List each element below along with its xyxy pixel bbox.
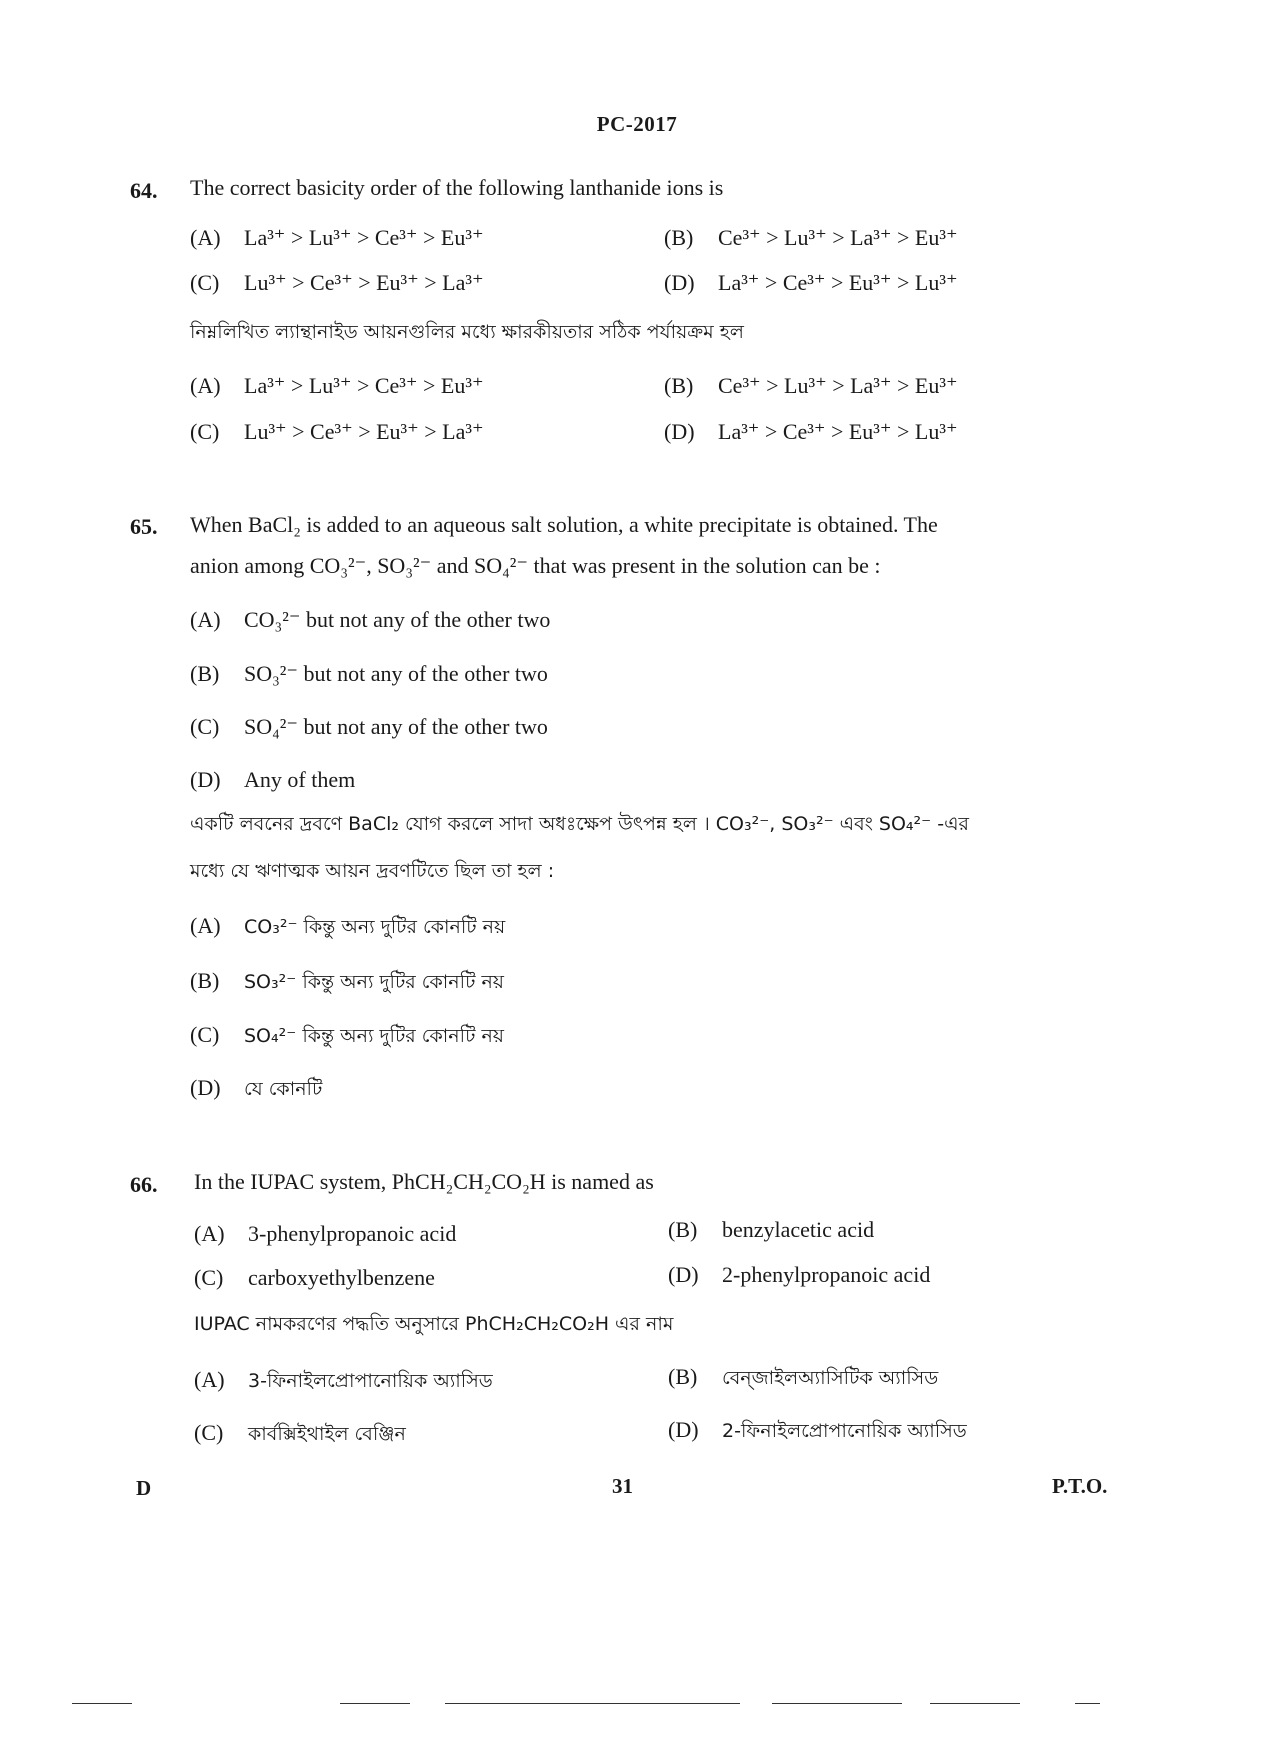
option-text: 3-ফিনাইলপ্রোপানোয়িক অ্যাসিড [248,1370,493,1392]
option-text: La³⁺ > Ce³⁺ > Eu³⁺ > Lu³⁺ [718,270,958,295]
question-65-stem-en-line2: anion among CO₃²⁻, SO₃²⁻ and SO₄²⁻ that was present in the solution can be : [190,553,881,578]
option-label: (D) [664,270,695,295]
option-label: (C) [190,270,220,295]
q66-en-option-b [668,1217,874,1243]
q66-en-option-a [194,1221,456,1247]
question-65-number: 65. [130,514,158,539]
option-label: (A) [190,225,221,250]
q66-bn-option-a [194,1367,493,1399]
option-text: SO₄²⁻ কিন্তু অন্য দুটির কোনটি নয় [244,1025,504,1047]
q65-en-option-a [190,607,550,633]
option-label: (A) [190,913,221,938]
option-text: 3-phenylpropanoic acid [248,1221,457,1246]
question-66-stem-bn [194,1310,673,1342]
option-text: 2-phenylpropanoic acid [722,1262,931,1287]
q65-bn-option-d [190,1075,322,1107]
q64-en-option-d [664,270,958,296]
q64-bn-option-c [190,419,484,445]
question-65-stem-bn-line2: মধ্যে যে ঋণাত্মক আয়ন দ্রবণটিতে ছিল তা হল : [190,860,555,882]
question-65-stem-bn-line1: একটি লবনের দ্রবণে BaCl₂ যোগ করলে সাদা অধঃক্ষেপ উৎপন্ন হল । CO₃²⁻, SO₃²⁻ এবং SO₄²⁻ -এর [190,813,969,835]
option-label: (C) [194,1265,224,1290]
option-label: (D) [668,1262,699,1287]
option-label: (B) [190,661,220,686]
option-label: (C) [190,1022,220,1047]
option-text: Lu³⁺ > Ce³⁺ > Eu³⁺ > La³⁺ [244,419,484,444]
question-66-stem-en: In the IUPAC system, PhCH₂CH₂CO₂H is named as [194,1169,654,1194]
question-66-number: 66. [130,1172,158,1197]
page-header: PC-2017 [596,112,678,136]
option-text: Lu³⁺ > Ce³⁺ > Eu³⁺ > La³⁺ [244,270,484,295]
q66-en-option-c [194,1265,435,1291]
option-label: (C) [194,1420,224,1445]
q64-en-option-c [190,270,484,296]
q65-bn-option-b [190,968,504,1000]
scan-rule [930,1703,1020,1704]
q65-bn-option-c [190,1022,504,1054]
q64-bn-option-b [664,373,958,399]
option-label: (A) [190,373,221,398]
option-text: CO₃²⁻ but not any of the other two [244,607,551,632]
option-text: La³⁺ > Lu³⁺ > Ce³⁺ > Eu³⁺ [244,225,484,250]
q65-en-option-c [190,714,548,740]
option-label: (B) [668,1364,698,1389]
option-text: SO₃²⁻ but not any of the other two [244,661,548,686]
q65-en-option-d [190,767,355,793]
scan-rule [72,1703,132,1704]
question-65-stem-en-line1: When BaCl₂ is added to an aqueous salt solution, a white precipitate is obtained. The [190,512,938,537]
q65-en-option-b [190,661,548,687]
option-label: (B) [664,225,694,250]
page-number: 31 [612,1474,633,1498]
option-text: বেন্‌জাইলঅ্যাসিটিক অ্যাসিড [722,1367,939,1389]
option-label: (B) [190,968,220,993]
option-label: (C) [190,419,220,444]
option-text: Ce³⁺ > Lu³⁺ > La³⁺ > Eu³⁺ [718,225,958,250]
q66-bn-option-c [194,1420,406,1452]
q64-bn-option-d [664,419,958,445]
q66-en-option-d [668,1262,930,1288]
option-text: SO₃²⁻ কিন্তু অন্য দুটির কোনটি নয় [244,971,504,993]
option-label: (A) [194,1367,225,1392]
option-label: (A) [194,1221,225,1246]
footer-set-code: D [136,1476,152,1500]
scan-rule [445,1703,740,1704]
scan-rule [1075,1703,1100,1704]
q64-en-option-a [190,225,484,251]
option-text: কার্বক্সিইথাইল বেঞ্জিন [248,1423,406,1445]
option-label: (C) [190,714,220,739]
question-64-number: 64. [130,178,158,203]
option-text: benzylacetic acid [722,1217,875,1242]
option-label: (B) [668,1217,698,1242]
option-text: SO₄²⁻ but not any of the other two [244,714,548,739]
option-label: (D) [664,419,695,444]
option-label: (D) [190,767,221,792]
option-label: (D) [190,1075,221,1100]
option-label: (A) [190,607,221,632]
q66-bn-option-b [668,1364,938,1396]
q64-bn-option-a [190,373,484,399]
option-text: La³⁺ > Ce³⁺ > Eu³⁺ > Lu³⁺ [718,419,958,444]
q64-en-option-b [664,225,958,251]
option-text: যে কোনটি [244,1078,323,1100]
option-text: Any of them [244,767,356,792]
stem-text: IUPAC নামকরণের পদ্ধতি অনুসারে PhCH₂CH₂CO₂H এর নাম [194,1313,674,1335]
scan-rule [340,1703,410,1704]
option-text: CO₃²⁻ কিন্তু অন্য দুটির কোনটি নয় [244,916,506,938]
option-text: La³⁺ > Lu³⁺ > Ce³⁺ > Eu³⁺ [244,373,484,398]
option-label: (D) [668,1417,699,1442]
option-label: (B) [664,373,694,398]
q66-bn-option-d [668,1417,967,1449]
option-text: Ce³⁺ > Lu³⁺ > La³⁺ > Eu³⁺ [718,373,958,398]
q65-bn-option-a [190,913,505,945]
option-text: 2-ফিনাইলপ্রোপানোয়িক অ্যাসিড [722,1420,967,1442]
scan-rule [772,1703,902,1704]
option-text: carboxyethylbenzene [248,1265,435,1290]
footer-pto: P.T.O. [1052,1474,1108,1498]
question-64-stem-en: The correct basicity order of the following lanthanide ions is [190,175,724,200]
question-64-stem-bn: নিম্নলিখিত ল্যান্থানাইড আয়নগুলির মধ্যে ক্ষারকীয়তার সঠিক পর্যায়ক্রম হল [190,321,744,343]
